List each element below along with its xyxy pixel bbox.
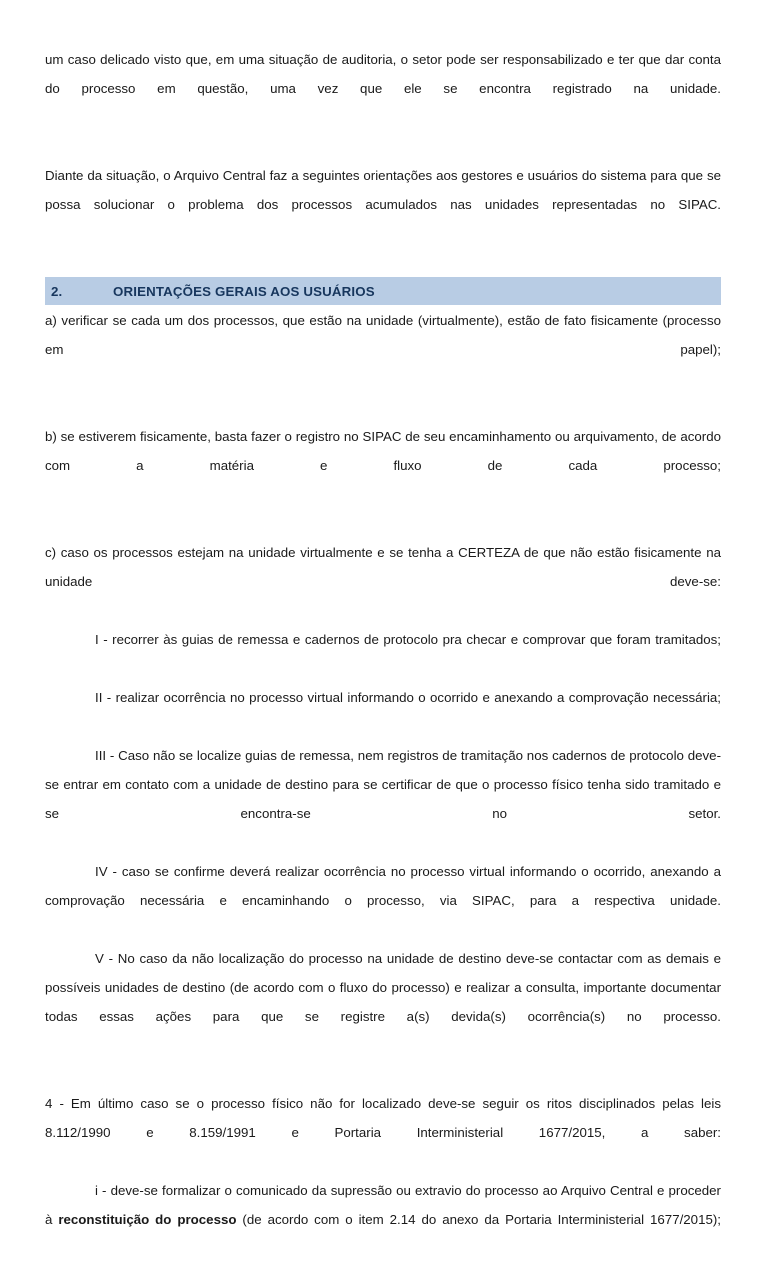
paragraph-item-a: a) verificar se cada um dos processos, que estão na unidade (virtualmente), estão de fato fisicamente (processo em papel); xyxy=(45,313,721,357)
paragraph-roman-iii: III - Caso não se localize guias de remessa, nem registros de tramitação nos cadernos de protocolo deve-se entrar em contato com a unidade de destino para se certificar de que o processo físico tenha sido tramitado e se encontra-se no setor. xyxy=(45,748,721,821)
paragraph-roman-ii: II - realizar ocorrência no processo virtual informando o ocorrido e anexando a comprovação necessária; xyxy=(95,690,721,705)
paragraph-item-c: c) caso os processos estejam na unidade virtualmente e se tenha a CERTEZA de que não estão fisicamente na unidade deve-se: xyxy=(45,545,721,589)
item-i-text-part-1: i - deve-se formalizar o comunicado da supressão ou extravio do processo ao Arquivo Central e proceder à xyxy=(45,1183,721,1227)
section-heading-2 xyxy=(45,277,721,305)
paragraph-item-4: 4 - Em último caso se o processo físico não for localizado deve-se seguir os ritos disciplinados pelas leis 8.112/1990 e 8.159/1991 e Portaria Interministerial 1677/2015, a saber: xyxy=(45,1096,721,1140)
paragraph-item-i-lower xyxy=(45,1176,721,1263)
document-body xyxy=(45,45,721,1263)
item-i-text-part-2: (de acordo com o item 2.14 do anexo da Portaria Interministerial 1677/2015); xyxy=(236,1212,721,1227)
paragraph-roman-iv: IV - caso se confirme deverá realizar ocorrência no processo virtual informando o ocorrido, anexando a comprovação necessária e encaminhando o processo, via SIPAC, para a respectiva unidade. xyxy=(45,864,721,908)
paragraph-roman-v: V - No caso da não localização do processo na unidade de destino deve-se contactar com as demais e possíveis unidades de destino (de acordo com o fluxo do processo) e realizar a consulta, importante documentar todas essas ações para que se registre a(s) devida(s) ocorrência(s) no processo. xyxy=(45,951,721,1024)
paragraph-intro-two: Diante da situação, o Arquivo Central faz a seguintes orientações aos gestores e usuários do sistema para que se possa solucionar o problema dos processos acumulados nas unidades representadas no SIPAC. xyxy=(45,168,721,212)
item-i-bold-term: reconstituição do processo xyxy=(58,1212,237,1227)
paragraph-intro-continued: um caso delicado visto que, em uma situação de auditoria, o setor pode ser responsabilizado e ter que dar conta do processo em questão, uma vez que ele se encontra registrado na unidade. xyxy=(45,52,721,96)
paragraph-item-b: b) se estiverem fisicamente, basta fazer o registro no SIPAC de seu encaminhamento ou arquivamento, de acordo com a matéria e fluxo de cada processo; xyxy=(45,429,721,473)
section-heading-number: 2. xyxy=(51,283,63,299)
section-heading-title: ORIENTAÇÕES GERAIS AOS USUÁRIOS xyxy=(113,283,375,299)
paragraph-roman-i: I - recorrer às guias de remessa e cadernos de protocolo pra checar e comprovar que foram tramitados; xyxy=(95,632,721,647)
